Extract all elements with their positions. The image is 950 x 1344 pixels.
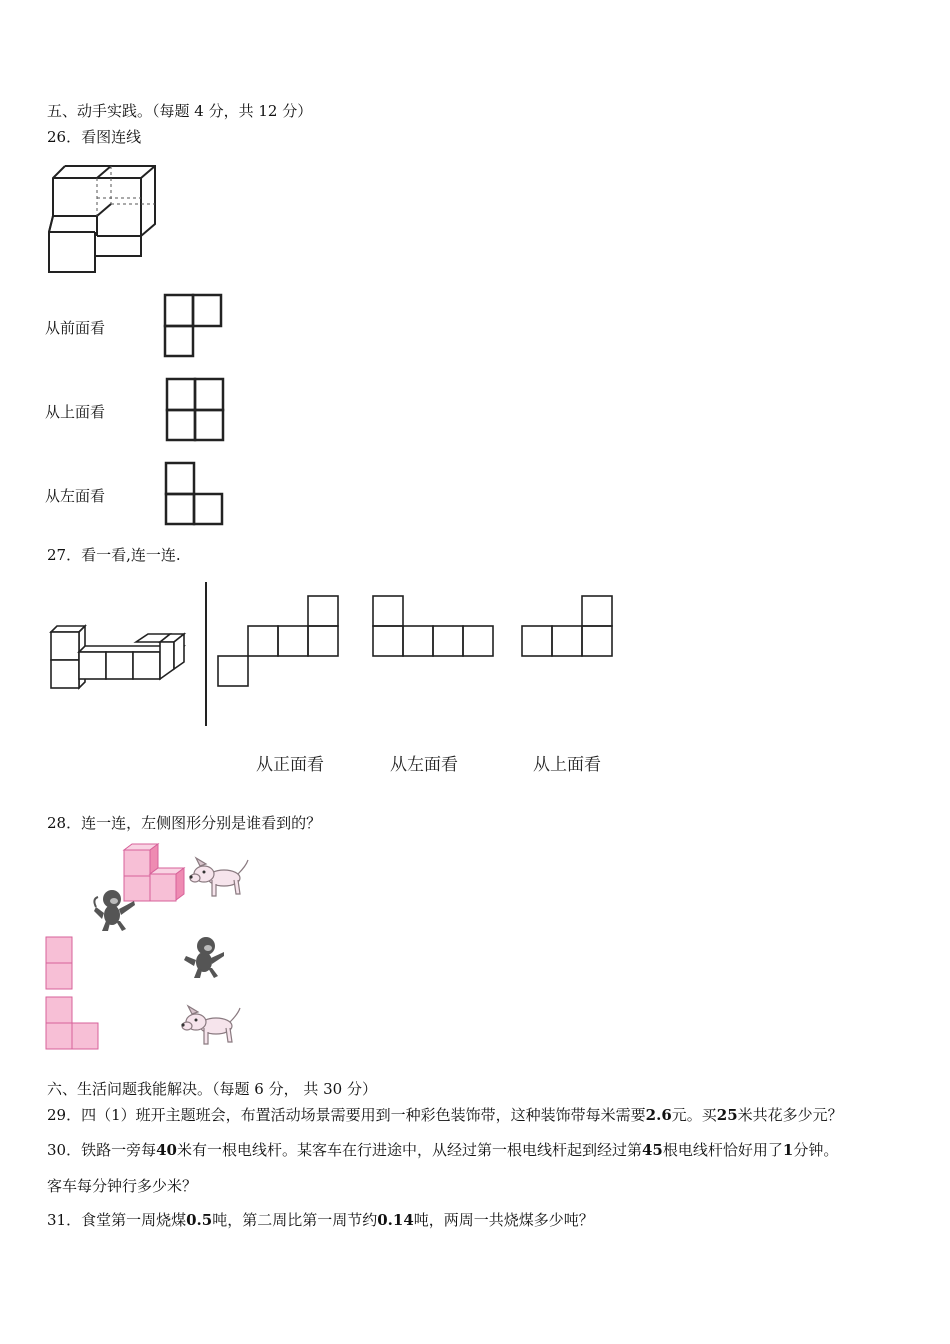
q26-view-front-label: 从前面看 [45, 319, 106, 337]
q27-label-front: 从正面看 [256, 755, 324, 775]
monkey-icon [182, 934, 228, 980]
q31-text-b: 吨，第二周比第一周节约 [212, 1211, 378, 1229]
q28-view-b-figure [45, 996, 101, 1052]
q28-view-a-figure [45, 936, 75, 992]
q27-3d-figure [48, 622, 184, 690]
dog-icon [190, 856, 250, 900]
q27-option-b-figure [372, 594, 496, 660]
q29-price: 2.6 [645, 1106, 672, 1124]
section-5-heading: 五、动手实践。（每题 4 分，共 12 分） [47, 102, 313, 120]
q31-saved: 0.14 [377, 1211, 414, 1229]
q31-week1: 0.5 [186, 1211, 213, 1229]
q26-view-left-label: 从左面看 [45, 487, 106, 505]
q30-text-d: 分钟。 [793, 1141, 839, 1159]
q30-text [47, 1140, 838, 1160]
q30-interval: 40 [156, 1141, 177, 1159]
q27-label-left: 从左面看 [390, 755, 458, 775]
q27-title: 27．看一看,连一连. [47, 546, 181, 564]
q30-text-c: 根电线杆恰好用了 [662, 1141, 783, 1159]
section-6-heading: 六、生活问题我能解决。（每题 6 分， 共 30 分） [47, 1080, 377, 1098]
q30-text-b: 米有一根电线杆。某客车在行进途中，从经过第一根电线杆起到经过第 [176, 1141, 642, 1159]
q26-3d-figure [45, 160, 157, 276]
q29-text-b: 元。买 [671, 1106, 717, 1124]
q31-number: 31． [47, 1211, 82, 1229]
q30-number: 30． [47, 1141, 82, 1159]
q29-length: 25 [716, 1106, 738, 1124]
q30-pole: 45 [642, 1141, 663, 1159]
q31-text-a: 食堂第一周烧煤 [81, 1211, 187, 1229]
dog-icon [182, 1004, 242, 1048]
q26-view-front-figure [163, 292, 225, 358]
q26-view-top-label: 从上面看 [45, 403, 106, 421]
q29-number: 29． [47, 1106, 82, 1124]
q31-text-c: 吨，两周一共烧煤多少吨？ [413, 1211, 594, 1229]
q29-text-c: 米共花多少元？ [737, 1106, 843, 1124]
q30-line2: 客车每分钟行多少米？ [47, 1177, 198, 1195]
q26-view-top-figure [165, 376, 227, 444]
q30-text-a: 铁路一旁每 [81, 1141, 157, 1159]
q26-title: 26．看图连线 [47, 128, 142, 146]
q29-text [47, 1105, 843, 1125]
q27-option-a-figure [217, 594, 341, 690]
q31-text [47, 1210, 594, 1230]
monkey-icon [92, 887, 138, 933]
q27-option-c-figure [521, 594, 615, 660]
q27-divider [204, 582, 208, 728]
q28-title: 28．连一连，左侧图形分别是谁看到的？ [47, 814, 322, 832]
q26-view-left-figure [164, 460, 226, 528]
q29-text-a: 四（1）班开主题班会，布置活动场景需要用到一种彩色装饰带，这种装饰带每米需要 [81, 1106, 646, 1124]
q27-label-top: 从上面看 [533, 755, 601, 775]
q30-minutes: 1 [782, 1141, 794, 1159]
